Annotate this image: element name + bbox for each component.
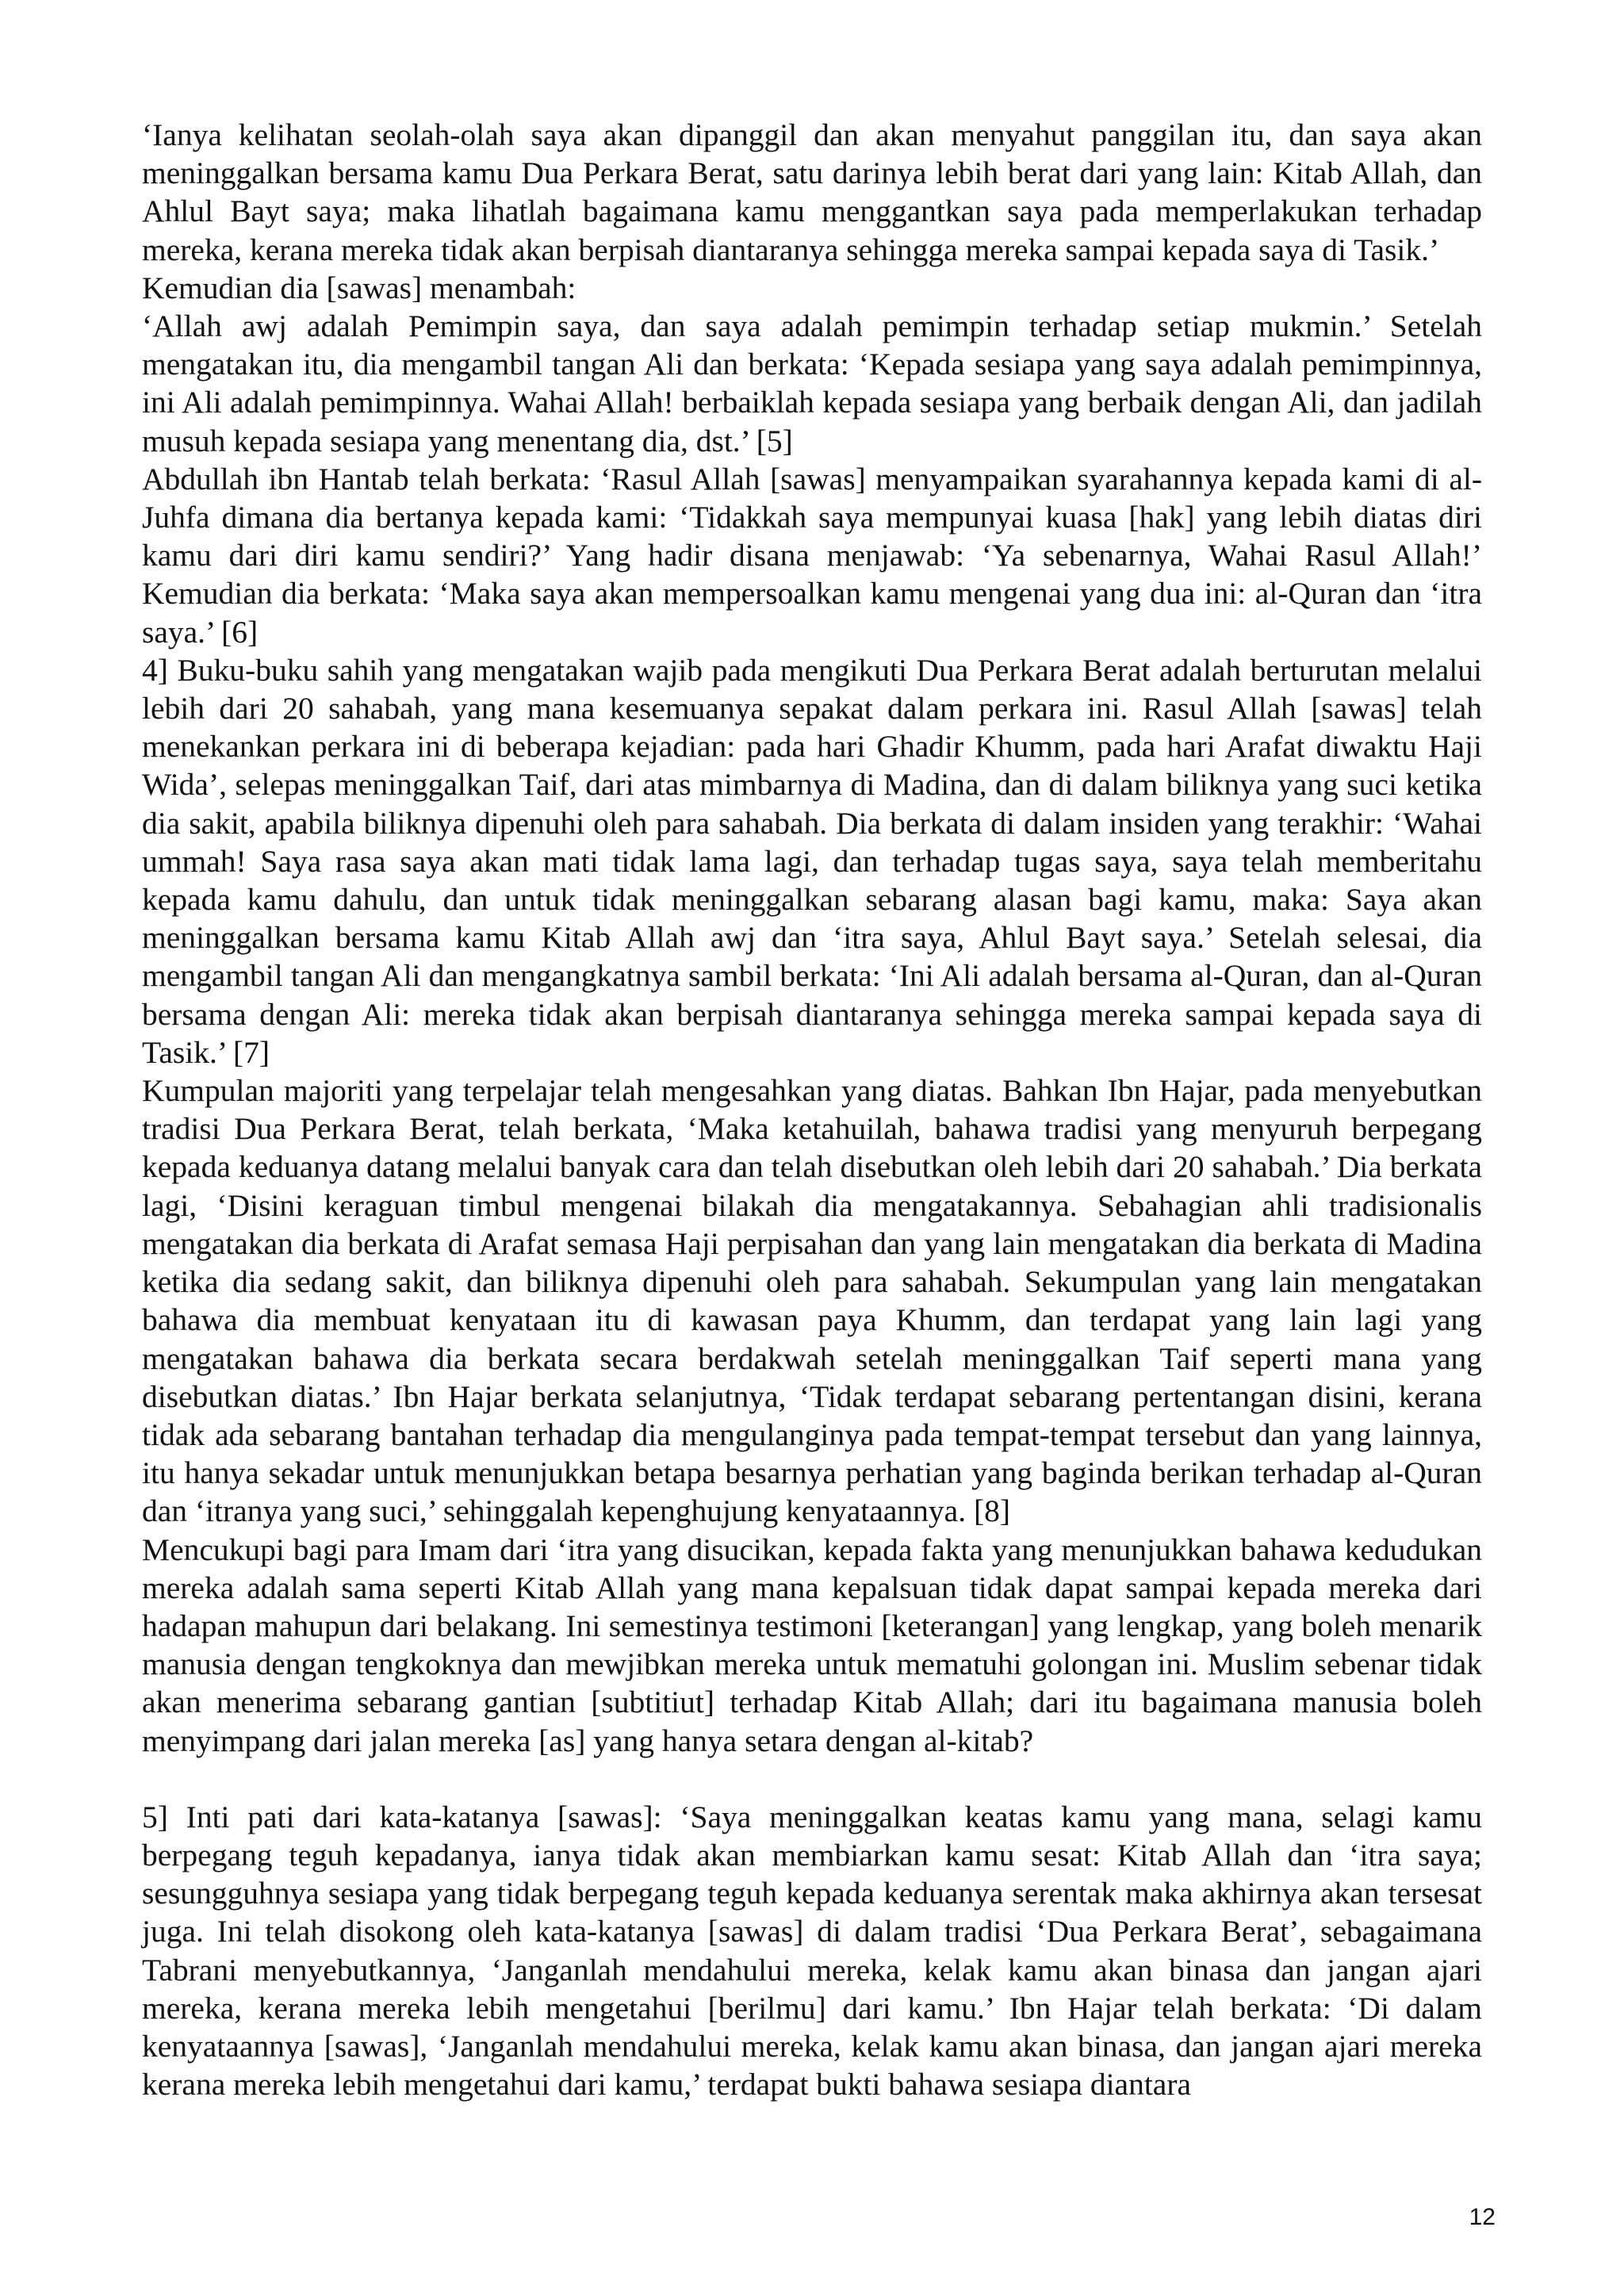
paragraph-point-4: 4] Buku-buku sahih yang mengatakan wajib pada mengikuti Dua Perkara Berat adalah berturutan melalui lebih dari 20 sahabah, yang mana kesemuanya sepakat dalam perkara ini. Rasul Allah [sawas] telah menekankan perkara ini di beberapa kejadian: pada hari Ghadir Khumm, pada hari Arafat diwaktu Haji Wida’, selepas meninggalkan Taif, dari atas mimbarnya di Madina, dan di dalam biliknya yang suci ketika dia sakit, apabila biliknya dipenuhi oleh para sahabah. Dia berkata di dalam insiden yang terakhir: ‘Wahai ummah! Saya rasa saya akan mati tidak lama lagi, dan terhadap tugas saya, saya telah memberitahu kepada kamu dahulu, dan untuk tidak meninggalkan sebarang alasan bagi kamu, maka: Saya akan meninggalkan bersama kamu Kitab Allah awj dan ‘itra saya, Ahlul Bayt saya.’ Setelah selesai, dia mengambil tangan Ali dan mengangkatnya sambil berkata: ‘Ini Ali adalah bersama al-Quran, dan al-Quran bersama dengan Ali: mereka tidak akan berpisah diantaranya sehingga mereka sampai kepada saya di Tasik.’ [7]: [142, 652, 1482, 1070]
document-body: [142, 116, 1482, 2103]
paragraph-abdullah-ibn-hantab: Abdullah ibn Hantab telah berkata: ‘Rasul Allah [sawas] menyampaikan syarahannya kepada kami di al-Juhfa dimana dia bertanya kepada kami: ‘Tidakkah saya mempunyai kuasa [hak] yang lebih diatas diri kamu dari diri kamu sendiri?’ Yang hadir disana menjawab: ‘Ya sebenarnya, Wahai Rasul Allah!’ Kemudian dia berkata: ‘Maka saya akan mempersoalkan kamu mengenai yang dua ini: al-Quran dan ‘itra saya.’ [6]: [142, 461, 1482, 650]
paragraph-allah-pemimpin: ‘Allah awj adalah Pemimpin saya, dan saya adalah pemimpin terhadap setiap mukmin.’ Setelah mengatakan itu, dia mengambil tangan Ali dan berkata: ‘Kepada sesiapa yang saya adalah pemimpinnya, ini Ali adalah pemimpinnya. Wahai Allah! berbaiklah kepada sesiapa yang berbaik dengan Ali, dan jadilah musuh kepada sesiapa yang menentang dia, dst.’ [5]: [142, 309, 1482, 458]
paragraph-quote-dua-perkara-berat: ‘Ianya kelihatan seolah-olah saya akan dipanggil dan akan menyahut panggilan itu, dan saya akan meninggalkan bersama kamu Dua Perkara Berat, satu darinya lebih berat dari yang lain: Kitab Allah, dan Ahlul Bayt saya; maka lihatlah bagaimana kamu menggantkan saya pada memperlakukan terhadap mereka, kerana mereka tidak akan berpisah diantaranya sehingga mereka sampai kepada saya di Tasik.’: [142, 117, 1482, 267]
paragraph-kemudian-dia-menambah: Kemudian dia [sawas] menambah:: [142, 270, 576, 305]
paragraph-mencukupi-bagi-imam: Mencukupi bagi para Imam dari ‘itra yang disucikan, kepada fakta yang menunjukkan bahawa kedudukan mereka adalah sama seperti Kitab Allah yang mana kepalsuan tidak dapat sampai kepada mereka dari hadapan mahupun dari belakang. Ini semestinya testimoni [keterangan] yang lengkap, yang boleh menarik manusia dengan tengkoknya dan mewjibkan mereka untuk mematuhi golongan ini. Muslim sebenar tidak akan menerima sebarang gantian [subtitiut] terhadap Kitab Allah; dari itu bagaimana manusia boleh menyimpang dari jalan mereka [as] yang hanya setara dengan al-kitab?: [142, 1531, 1482, 1758]
paragraph-point-5: 5] Inti pati dari kata-katanya [sawas]: ‘Saya meninggalkan keatas kamu yang mana, selagi kamu berpegang teguh kepadanya, ianya tidak akan membiarkan kamu sesat: Kitab Allah dan ‘itra saya; sesungguhnya sesiapa yang tidak berpegang teguh kepada keduanya serentak maka akhirnya akan tersesat juga. Ini telah disokong oleh kata-katanya [sawas] di dalam tradisi ‘Dua Perkara Berat’, sebagaimana Tabrani menyebutkannya, ‘Janganlah mendahului mereka, kelak kamu akan binasa dan jangan ajari mereka, kerana mereka lebih mengetahui [berilmu] dari kamu.’ Ibn Hajar telah berkata: ‘Di dalam kenyataannya [sawas], ‘Janganlah mendahului mereka, kelak kamu akan binasa, dan jangan ajari mereka kerana mereka lebih mengetahui dari kamu,’ terdapat bukti bahawa sesiapa diantara: [142, 1799, 1482, 2102]
paragraph-spacer: [142, 1760, 1482, 1798]
page-number: 12: [1469, 2204, 1496, 2230]
paragraph-kumpulan-majoriti: Kumpulan majoriti yang terpelajar telah mengesahkan yang diatas. Bahkan Ibn Hajar, pada menyebutkan tradisi Dua Perkara Berat, telah berkata, ‘Maka ketahuilah, bahawa tradisi yang menyuruh berpegang kepada keduanya datang melalui banyak cara dan telah disebutkan oleh lebih dari 20 sahabah.’ Dia berkata lagi, ‘Disini keraguan timbul mengenai bilakah dia mengatakannya. Sebahagian ahli tradisionalis mengatakan dia berkata di Arafat semasa Haji perpisahan dan yang lain mengatakan dia berkata di Madina ketika dia sedang sakit, dan biliknya dipenuhi oleh para sahabah. Sekumpulan yang lain mengatakan bahawa dia membuat kenyataan itu di kawasan paya Khumm, dan terdapat yang lain lagi yang mengatakan bahawa dia berkata secara berdakwah setelah meninggalkan Taif seperti mana yang disebutkan diatas.’ Ibn Hajar berkata selanjutnya, ‘Tidak terdapat sebarang pertentangan disini, kerana tidak ada sebarang bantahan terhadap dia mengulanginya pada tempat-tempat tersebut dan yang lainnya, itu hanya sekadar untuk menunjukkan betapa besarnya perhatian yang baginda berikan terhadap al-Quran dan ‘itranya yang suci,’ sehinggalah kepenghujung kenyataannya. [8]: [142, 1073, 1482, 1529]
